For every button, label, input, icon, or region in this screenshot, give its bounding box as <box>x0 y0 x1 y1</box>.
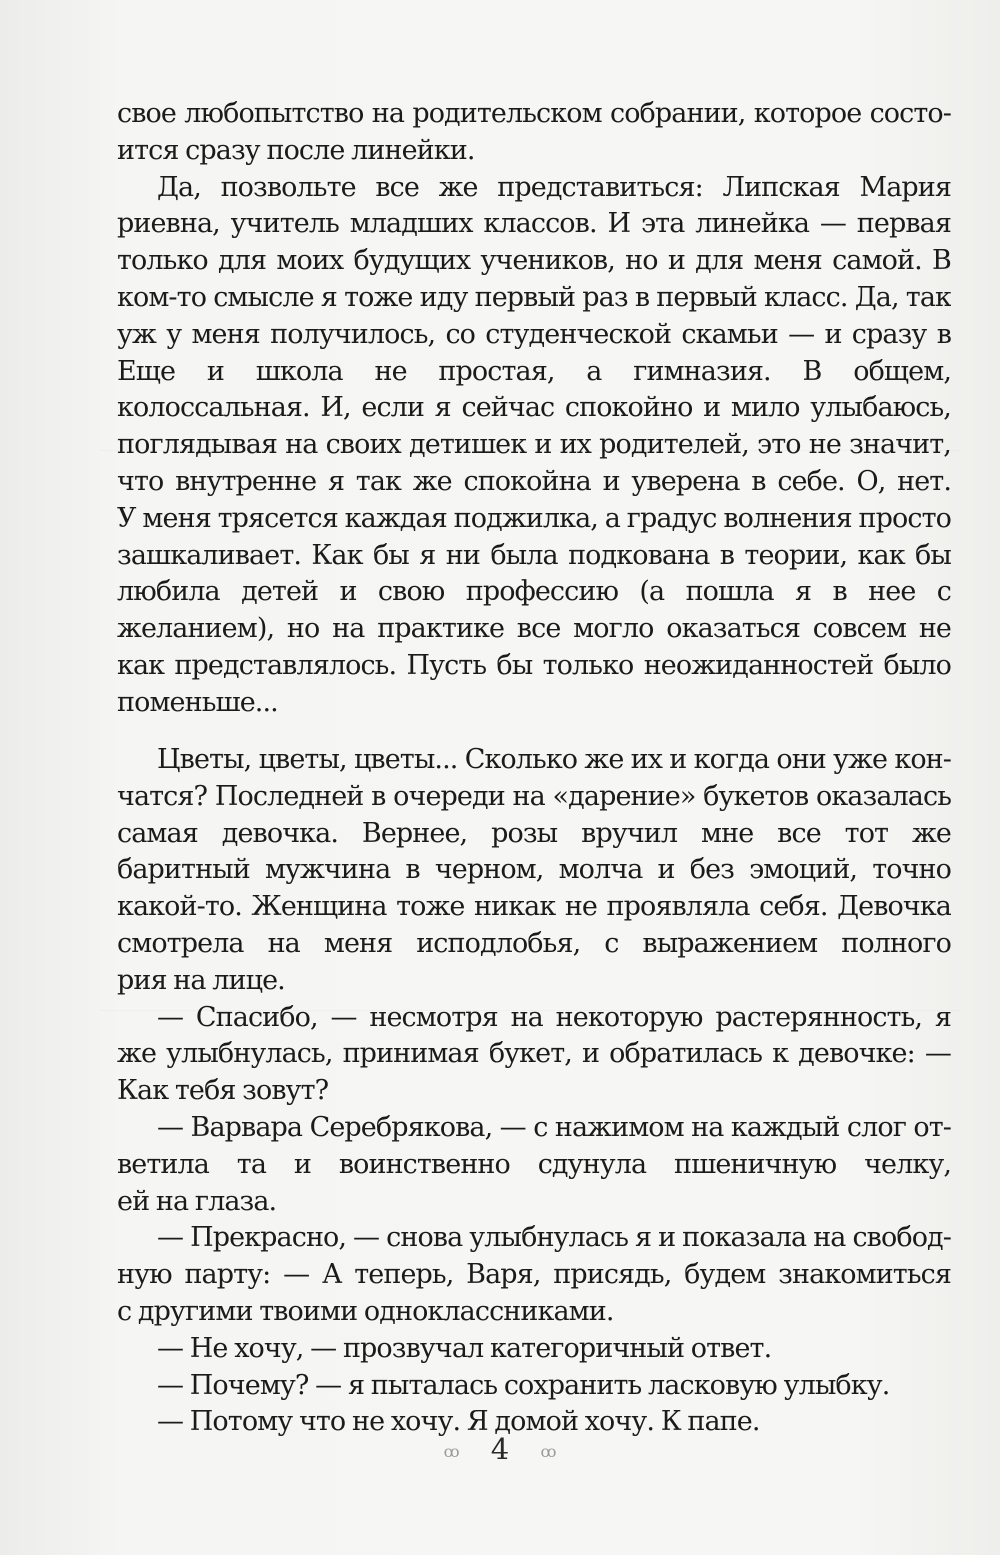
text-block-1 <box>117 96 951 722</box>
text-line: что внутренне я так же спокойна и уверена в себе. О, нет. <box>117 465 951 497</box>
text-line: любила детей и свою профессию (а пошла я в нее с <box>117 576 951 608</box>
text-line: баритный мужчина в черном, молча и без эмоций, точно <box>117 854 951 886</box>
dialogue-line: — Потому что не хочу. Я домой хочу. К папе. <box>157 1406 760 1438</box>
text-line: ком-то смысле я тоже иду первый раз в первый класс. Да, так <box>117 281 951 313</box>
text-line: же улыбнулась, принимая букет, и обратилась к девочке: — <box>117 1038 951 1070</box>
text-line: желанием), но на практике все могло оказаться совсем не <box>117 613 951 645</box>
text-line: как представлялось. Пусть бы только неожиданностей было <box>117 649 951 681</box>
ornament-left-icon: ꝏ <box>443 1441 460 1461</box>
text-line: поглядывая на своих детишек и их родителей, это не значит, <box>117 429 951 461</box>
dialogue-line: — Почему? — я пыталась сохранить ласковую улыбку. <box>157 1369 890 1401</box>
text-line: У меня трясется каждая поджилка, а градус волнения просто <box>117 502 951 534</box>
text-line: ится сразу после линейки. <box>117 134 475 166</box>
page-number-footer <box>0 1432 1000 1466</box>
text-line: уж у меня получилось, со студенческой скамьи — и сразу в <box>117 318 951 350</box>
ornament-right-icon: ꝏ <box>540 1441 557 1461</box>
paragraph-first-line: Цветы, цветы, цветы... Сколько же их и когда они уже кон- <box>157 744 951 775</box>
dialogue-line: — Спасибо, — несмотря на некоторую растерянность, я <box>157 1001 951 1033</box>
text-line: только для моих будущих учеников, но и для меня самой. В <box>117 245 951 277</box>
text-line: Еще и школа не простая, а гимназия. В общем, <box>117 355 951 387</box>
text-line: смотрела на меня исподлобья, с выражением полного <box>117 927 951 959</box>
page-number: 4 <box>490 1432 510 1466</box>
text-block-2 <box>117 742 951 1441</box>
dialogue-line: — Прекрасно, — снова улыбнулась я и показала на свобод- <box>157 1222 951 1254</box>
text-line: Как тебя зовут? <box>117 1075 329 1107</box>
text-line: риевна, учитель младших классов. И эта линейка — первая <box>117 208 951 240</box>
text-line: ей на глаза. <box>117 1185 277 1217</box>
paragraph-first-line: Да, позвольте все же представиться: Липская Мария <box>157 171 951 203</box>
text-line: поменьше... <box>117 686 278 718</box>
text-line: колоссальная. И, если я сейчас спокойно и мило улыбаюсь, <box>117 392 951 424</box>
dialogue-line: — Варвара Серебрякова, — с нажимом на каждый слог от- <box>157 1111 951 1143</box>
text-line: самая девочка. Вернее, розы вручил мне все тот же <box>117 817 951 849</box>
text-line: зашкаливает. Как бы я ни была подкована в теории, как бы <box>117 539 951 571</box>
text-line: ную парту: — А теперь, Варя, присядь, будем знакомиться <box>117 1259 951 1291</box>
text-line: чатся? Последней в очереди на «дарение» букетов оказалась <box>117 780 951 812</box>
text-line: свое любопытство на родительском собрании, которое состо- <box>117 98 951 129</box>
text-line: рия на лице. <box>117 964 285 996</box>
text-line: с другими твоими одноклассниками. <box>117 1295 614 1327</box>
dialogue-line: — Не хочу, — прозвучал категоричный ответ. <box>157 1332 772 1364</box>
text-line: какой-то. Женщина тоже никак не проявляла себя. Девочка <box>117 891 951 923</box>
text-line: ветила та и воинственно сдунула пшеничную челку, <box>117 1148 951 1180</box>
